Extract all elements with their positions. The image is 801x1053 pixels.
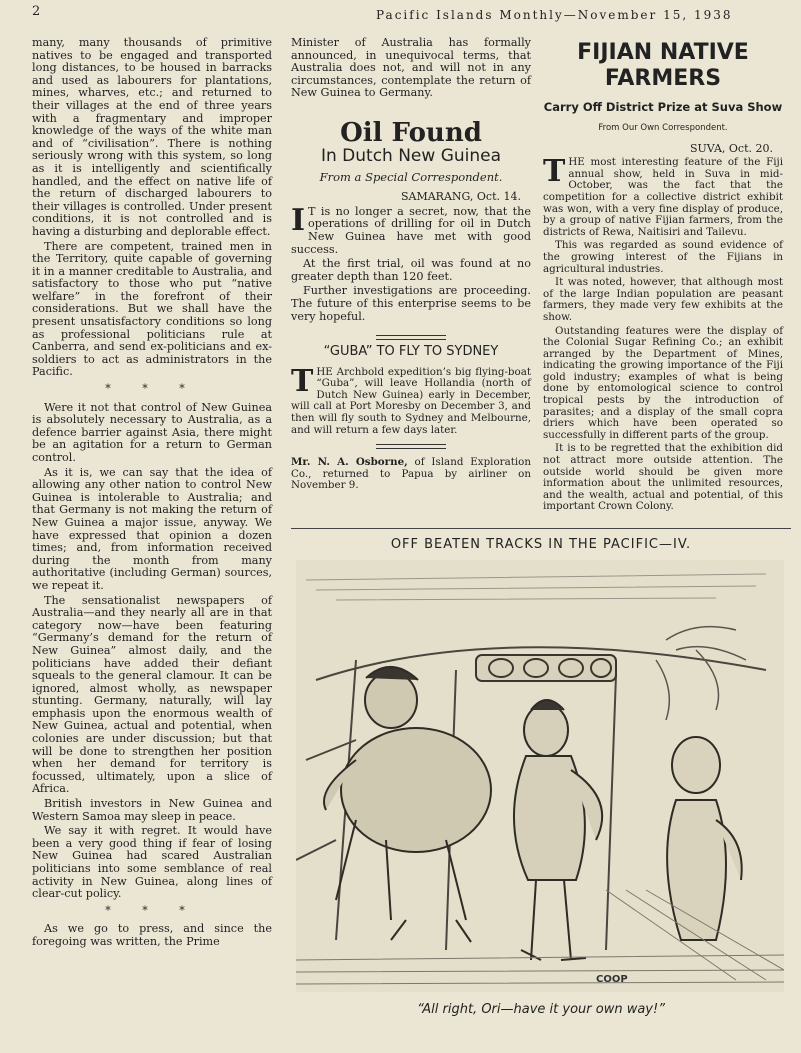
fijian-headline: FIJIAN NATIVE FARMERS [577, 40, 749, 91]
paragraph: At the first trial, oil was found at no greater depth than 120 feet. [291, 257, 531, 283]
drop-cap: I [291, 202, 306, 238]
running-header: Pacific Islands Monthly—November 15, 1938 [376, 8, 733, 22]
paragraph: It is to be regretted that the exhibition did not attract more outside attention. The outside world should be given more information about the unlimited resources, and the wealth, actual and potential, of this important Crown Colony. [543, 442, 783, 513]
cartoon-title: OFF BEATEN TRACKS IN THE PACIFIC—IV. [390, 537, 692, 552]
paragraph: Minister of Australia has formally announced, in unequivocal terms, that Australia does not, and will not in any circumstances, contemplate the return of New Guinea to Germany. [291, 36, 531, 100]
editorial-column [32, 37, 272, 951]
fijian-subheadline: Carry Off District Prize at Suva Show [543, 100, 783, 114]
section-divider [291, 528, 791, 529]
paragraph: As it is, we can say that the idea of allowing any other nation to control New Guinea is intolerable to Australia; and that Germany is not making the return of New Guinea a major issue, anyway. We have expressed that opinion a dozen times; and, from information received during the month from many authoritative (including German) sources, we repeat it. [32, 465, 272, 592]
paragraph: Were it not that control of New Guinea is absolutely necessary to Australia, as a defence barrier against Asia, there might be an agitation for a return to German control. [32, 400, 272, 464]
section-separator: * * * [105, 903, 199, 917]
paragraph: The sensationalist newspapers of Australia—and they nearly all are in that category now—have been featuring “Germany’s demand for the return of New Guinea” almost daily, and the politicians have added their defiant squeals to the general clamour. It can be ignored, almost wholly, as newspaper stunting. Germany, naturally, will lay emphasis upon the enormous wealth of New Guinea, actual and potential, when colonies are under discussion; but that will be done to strengthen her position when her demand for territory is focussed, ultimately, upon a slice of Africa. [32, 593, 272, 796]
guba-headline: “GUBA” TO FLY TO SYDNEY [323, 344, 499, 360]
paragraph: As we go to press, and since the foregoing was written, the Prime [32, 922, 272, 948]
paragraph: Further investigations are proceeding. The future of this enterprise seems to be very hopeful. [291, 284, 531, 323]
paragraph: We say it with regret. It would have been a very good thing if fear of losing New Guinea had scared Australian politicians into some semblance of real activity in New Guinea, along lines of clear-cut policy. [32, 824, 272, 901]
cartoon-caption: “All right, Ori—have it your own way!” [417, 1002, 665, 1017]
fijian-dateline: SUVA, Oct. 20. [689, 141, 773, 155]
section-separator: * * * [105, 382, 199, 396]
osborne-note: Mr. N. A. Osborne, of Island Exploration Co., returned to Papua by airliner on November 9. [291, 456, 531, 492]
artist-signature: COOP [596, 974, 628, 985]
paragraph: It was noted, however, that although most of the large Indian population are peasant farmers, they made very few exhibits at the show. [543, 276, 783, 323]
cartoon-illustration [296, 560, 784, 992]
divider [376, 335, 446, 340]
news-column [291, 37, 531, 494]
oil-dateline: SAMARANG, Oct. 14. [400, 190, 521, 204]
fijian-first-paragraph: THE most interesting feature of the Fiji annual show, held in Suva in mid-October, was the fact that the competition for a collective district exhibit was won, with a very fine display of produce, by a group of native Fijian farmers, from the districts of Rewa, Naitisiri and Tailevu. [543, 154, 783, 238]
oil-subheadline: In Dutch New Guinea [320, 145, 502, 166]
oil-byline: From a Special Correspondent. [319, 169, 503, 184]
paragraph: British investors in New Guinea and Western Samoa may sleep in peace. [32, 797, 272, 823]
drop-cap: T [543, 154, 566, 190]
drop-cap: T [291, 363, 314, 399]
fiji-column [543, 37, 783, 515]
paragraph: This was regarded as sound evidence of the growing interest of the Fijians in agricultural industries. [543, 239, 783, 275]
paragraph: There are competent, trained men in the Territory, quite capable of governing it in a manner creditable to Australia, and satisfactory to those who put “native welfare” in the forefront of their considerations. But we shall have the present unsatisfactory conditions so long as professional politicians rule at Canberra, and send ex-politicians and ex-soldiers to act as administrators in the Pacific. [32, 239, 272, 379]
oil-headline: Oil Found [340, 117, 482, 148]
guba-paragraph: THE Archbold expedition’s big flying-boat “Guba”, will leave Hollandia (north of Dutch New Guinea) early in December, will call at Port Moresby on December 3, and then will fly south to Sydney and Melbourne, and will return a few days later. [291, 363, 531, 436]
paragraph: Outstanding features were the display of the Colonial Sugar Refining Co.; an exhibit arranged by the Department of Mines, indicating the growing importance of the Fiji gold industry; examples of what is being done by entomological science to control tropical pests by the introduction of parasites; and a display of the small copra driers which have been operated so successfully in different parts of the group. [543, 324, 783, 441]
oil-first-paragraph: I T is no longer a secret, now, that the operations of drilling for oil in Dutch New Guinea have met with good success. [291, 202, 531, 256]
paragraph: many, many thousands of primitive natives to be engaged and transported long distances, to be housed in barracks and used as labourers for plantations, mines, wharves, etc.; and returned to their villages at the end of three years with a fragmentary and improper knowledge of the ways of the white man and of “civilisation”. There is nothing seriously wrong with this system, so long as it is intelligently and scientifically handled, and the effect on native life of the return of discharged labourers to their villages is controlled. Under present conditions, it is not controlled and is having a disturbing and deplorable effect. [32, 36, 272, 238]
divider [376, 444, 446, 449]
page-number: 2 [32, 4, 41, 19]
fijian-correspondent: From Our Own Correspondent. [598, 123, 728, 133]
cartoon-drawing [296, 560, 784, 992]
